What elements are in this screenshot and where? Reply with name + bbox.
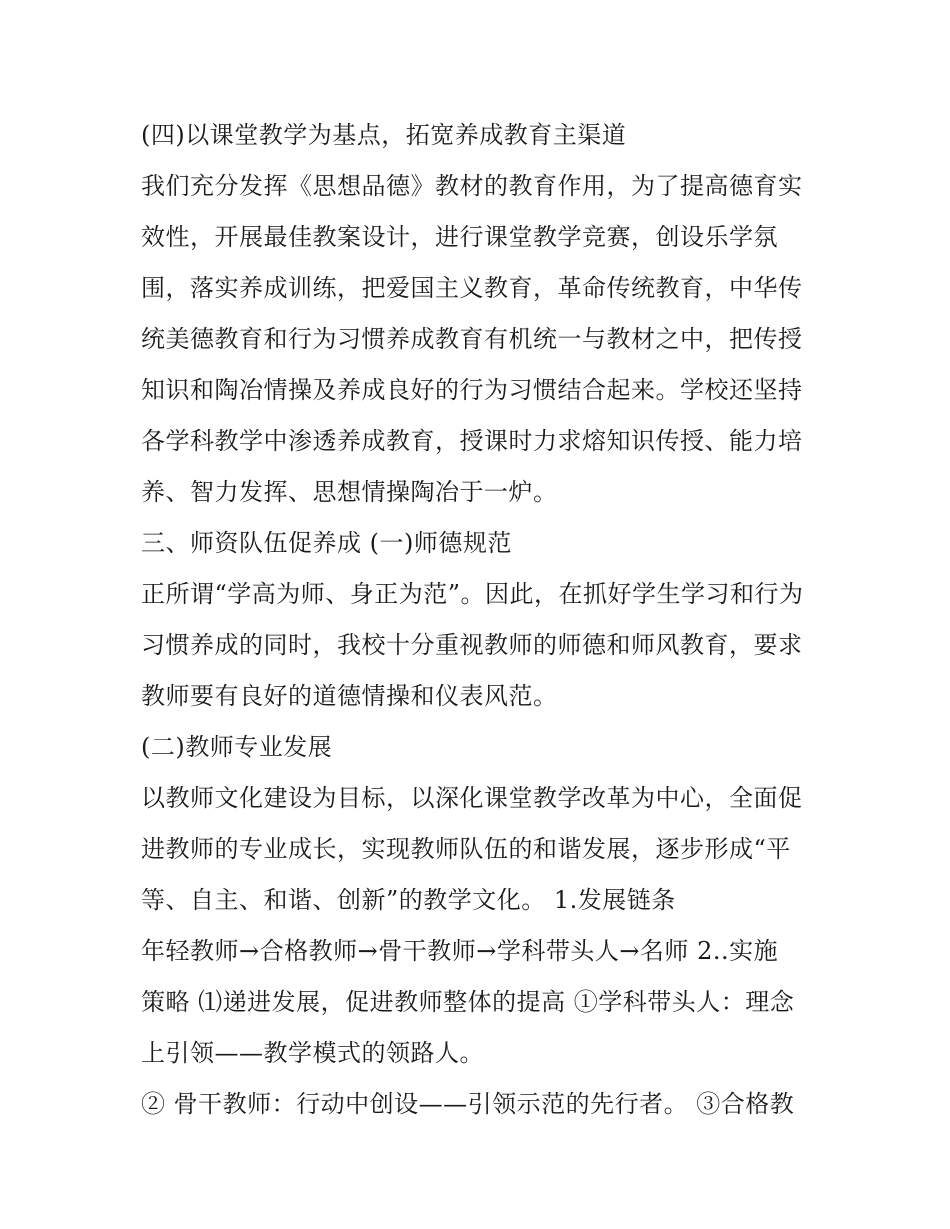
paragraph-line: 我们充分发挥《思想品德》教材的教育作用，为了提高德育实 — [141, 172, 803, 200]
paragraph-line: 知识和陶冶情操及养成良好的行为习惯结合起来。学校还坚持 — [141, 376, 803, 404]
paragraph-line: 效性，开展最佳教案设计，进行课堂教学竞赛，创设乐学氛 — [141, 223, 778, 251]
paragraph-line: 策略 ⑴递进发展，促进教师整体的提高 ①学科带头人：理念 — [141, 988, 795, 1016]
paragraph-line: 教师要有良好的道德情操和仪表风范。 — [141, 682, 558, 710]
paragraph-line: 围，落实养成训练，把爱国主义教育，革命传统教育，中华传 — [141, 274, 803, 302]
document-body — [141, 110, 821, 1130]
heading-section-4: (四)以课堂教学为基点，拓宽养成教育主渠道 — [141, 121, 627, 149]
paragraph-line: 等、自主、和谐、创新”的教学文化。 1.发展链条 — [141, 886, 676, 914]
paragraph-line: 上引领——教学模式的领路人。 — [141, 1039, 484, 1067]
paragraph-line: 年轻教师→合格教师→骨干教师→学科带头人→名师 2..实施 — [141, 937, 779, 965]
heading-section-3: 三、师资队伍促养成 (一)师德规范 — [141, 529, 512, 557]
paragraph-line: 正所谓“学高为师、身正为范”。因此，在抓好学生学习和行为 — [141, 580, 804, 608]
paragraph-line: 以教师文化建设为目标，以深化课堂教学改革为中心，全面促 — [141, 784, 803, 812]
paragraph-line: 习惯养成的同时，我校十分重视教师的师德和师风教育，要求 — [141, 631, 803, 659]
paragraph-line: 进教师的专业成长，实现教师队伍的和谐发展，逐步形成“平 — [141, 835, 791, 863]
paragraph-line: 养、智力发挥、思想情操陶冶于一炉。 — [141, 478, 558, 506]
paragraph-line: 统美德教育和行为习惯养成教育有机统一与教材之中，把传授 — [141, 325, 803, 353]
paragraph-line: 各学科教学中渗透养成教育，授课时力求熔知识传授、能力培 — [141, 427, 803, 455]
heading-subsection-2: (二)教师专业发展 — [141, 733, 333, 761]
paragraph-line: ② 骨干教师：行动中创设——引领示范的先行者。 ③合格教 — [141, 1090, 795, 1118]
